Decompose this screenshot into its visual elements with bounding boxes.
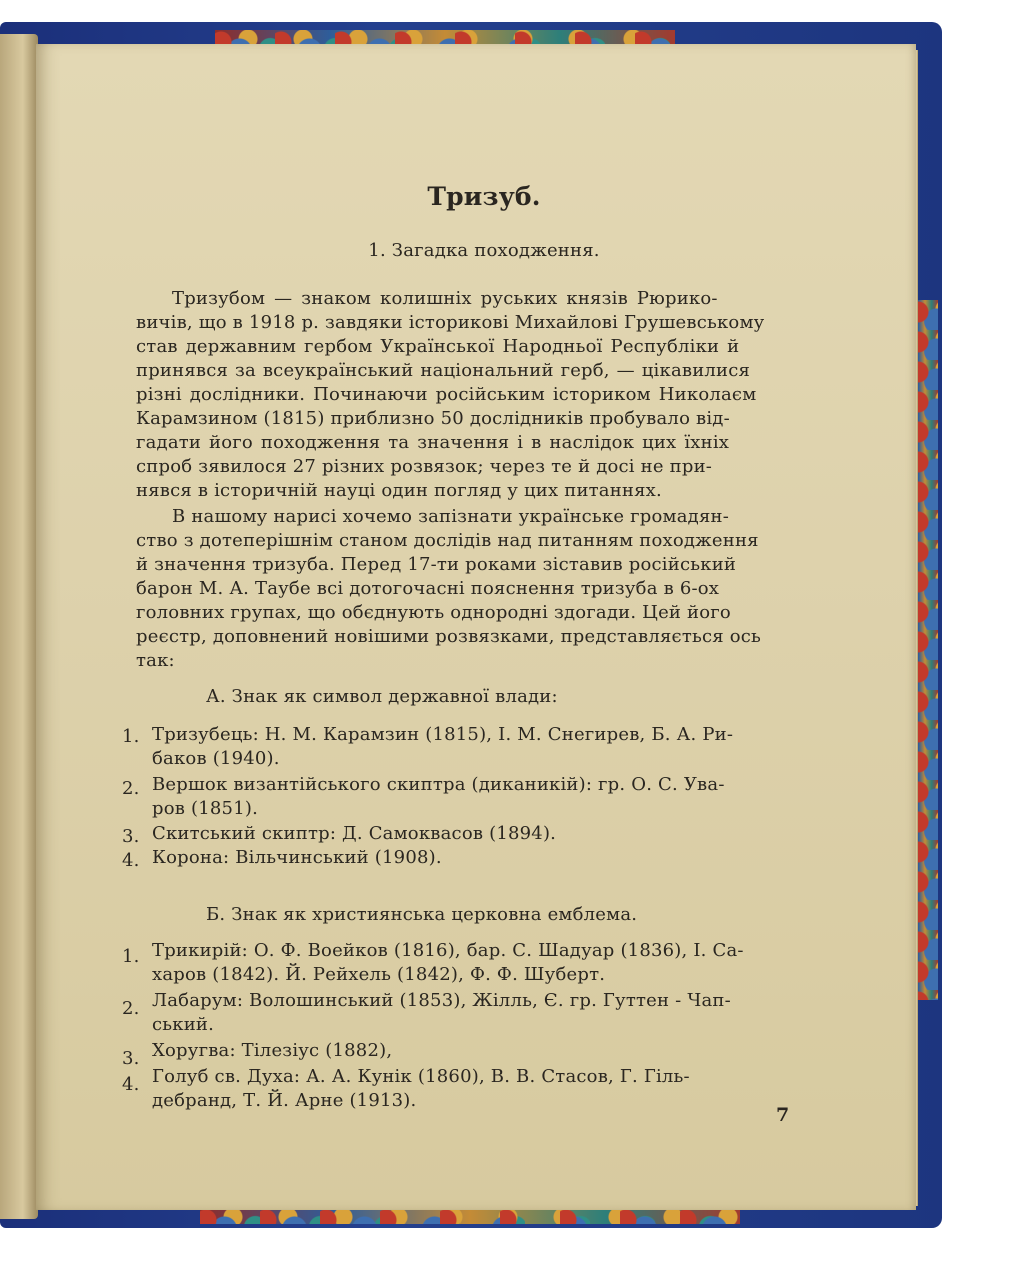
page-title: Тризуб. bbox=[427, 182, 541, 211]
list-item-line: баков (1940). bbox=[152, 748, 280, 769]
list-item-line: Лабарум: Волошинський (1853), Жілль, Є. гр. Гуттен - Чап- bbox=[152, 990, 731, 1011]
paragraph-1-line: спроб зявилося 27 різних розвязок; через те й досі не при- bbox=[136, 456, 713, 477]
paragraph-1-line: гадати його походження та значення і в наслідок цих їхніх bbox=[136, 432, 730, 453]
page-number: 7 bbox=[776, 1104, 790, 1126]
section-heading: 1. Загадка походження. bbox=[368, 240, 600, 261]
book-page bbox=[36, 44, 916, 1210]
list-item-number: 4. bbox=[122, 850, 140, 871]
left-page-edge bbox=[0, 34, 38, 1219]
paragraph-1-line: Тризубом — знаком колишніх руських князів Рюрико- bbox=[172, 288, 718, 309]
list-item-number: 3. bbox=[122, 826, 140, 847]
list-item-number: 2. bbox=[122, 998, 140, 1019]
paragraph-1-line: принявся за всеукраїнський національний герб, — цікавилися bbox=[136, 360, 751, 381]
paragraph-1-line: вичів, що в 1918 р. завдяки історикові Михайлові Грушевському bbox=[136, 312, 765, 333]
list-item-line: дебранд, Т. Й. Арне (1913). bbox=[152, 1090, 417, 1111]
paragraph-2-line: головних групах, що обєднують однородні здогади. Цей його bbox=[136, 602, 731, 623]
list-item-line: Трикирій: О. Ф. Воейков (1816), бар. С. Шадуар (1836), І. Са- bbox=[152, 940, 744, 961]
list-item-line: харов (1842). Й. Рейхель (1842), Ф. Ф. Шуберт. bbox=[152, 964, 606, 985]
list-item-line: Вершок византійського скиптра (диканикій): гр. О. С. Ува- bbox=[152, 774, 725, 795]
list-item-number: 3. bbox=[122, 1048, 140, 1069]
paragraph-1-line: нявся в історичній науці один погляд у цих питаннях. bbox=[136, 480, 662, 501]
paragraph-2-line: реєстр, доповнений новішими розвязками, представляється ось bbox=[136, 626, 762, 647]
group-a-heading: А. Знак як символ державної влади: bbox=[206, 686, 558, 707]
list-item-line: ський. bbox=[152, 1014, 215, 1035]
list-item-number: 1. bbox=[122, 946, 140, 967]
paragraph-2-line: барон М. А. Таубе всі дотогочасні пояснення тризуба в 6-ох bbox=[136, 578, 720, 599]
paragraph-2-line: ство з дотеперішнім станом дослідів над питанням походження bbox=[136, 530, 759, 551]
paragraph-2-line: так: bbox=[136, 650, 175, 671]
paragraph-1-line: різні дослідники. Починаючи російським істориком Николаєм bbox=[136, 384, 757, 405]
list-item-line: Скитський скиптр: Д. Самоквасов (1894). bbox=[152, 823, 557, 844]
list-item-line: Тризубець: Н. М. Карамзин (1815), І. М. Снегирев, Б. А. Ри- bbox=[152, 724, 734, 745]
list-item-line: ров (1851). bbox=[152, 798, 258, 819]
list-item-line: Хоругва: Тілезіус (1882), bbox=[152, 1040, 393, 1061]
paragraph-1-line: став державним гербом Української Народньої Республіки й bbox=[136, 336, 740, 357]
list-item-line: Голуб св. Духа: А. А. Кунік (1860), В. В. Стасов, Г. Гіль- bbox=[152, 1066, 690, 1087]
list-item-number: 2. bbox=[122, 778, 140, 799]
paragraph-2-line: В нашому нарисі хочемо запізнати українське громадян- bbox=[172, 506, 729, 527]
list-item-number: 4. bbox=[122, 1074, 140, 1095]
paragraph-2-line: й значення тризуба. Перед 17-ти роками зіставив російський bbox=[136, 554, 737, 575]
paragraph-1-line: Карамзином (1815) приблизно 50 дослідників пробувало від- bbox=[136, 408, 730, 429]
marbled-endpaper-bottom bbox=[200, 1208, 740, 1224]
group-b-heading: Б. Знак як християнська церковна емблема. bbox=[206, 904, 638, 925]
list-item-number: 1. bbox=[122, 726, 140, 747]
list-item-line: Корона: Вільчинський (1908). bbox=[152, 847, 442, 868]
